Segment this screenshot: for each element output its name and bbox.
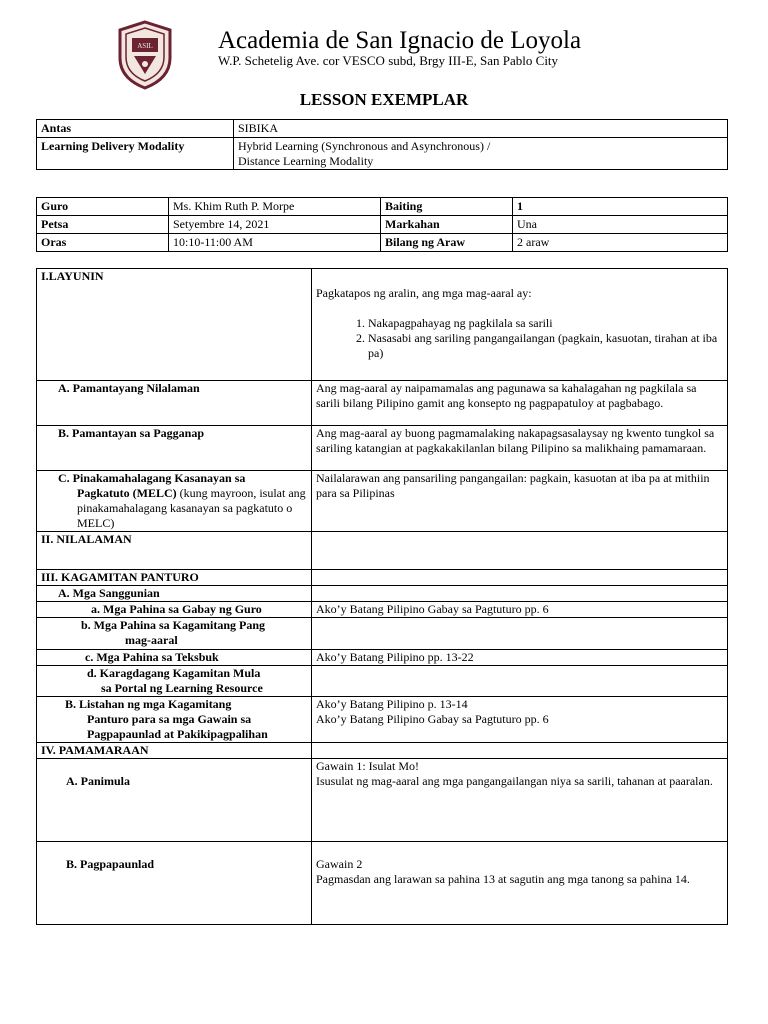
teksbuk-value: Ako’y Batang Pilipino pp. 13-22 [312,650,728,666]
nilalaman-label: II. NILALAMAN [37,532,312,570]
pagpapaunlad-value: Pagmasdan ang larawan sa pahina 13 at sagutin ang mga tanong sa pahina 14. [316,872,690,886]
sanggunian-label: A. Mga Sanggunian [37,586,312,602]
teksbuk-label: c. Mga Pahina sa Teksbuk [37,650,312,666]
kagamitang-pang-mag-aaral-label [37,618,312,650]
modality-line-2: Distance Learning Modality [238,154,374,168]
kagamitang-label-line-1: b. Mga Pahina sa Kagamitang Pang [81,618,266,632]
pamantayan-pagganap-label: B. Pamantayan sa Pagganap [37,426,312,471]
melc-label-line-2: Pagkatuto (MELC) [77,486,177,500]
layunin-list [316,316,723,361]
listahan-value-line-2: Ako’y Batang Pilipino Gabay sa Pagtuturo pp. 6 [316,712,549,726]
pamantayang-nilalaman-label: A. Pamantayang Nilalaman [37,381,312,426]
gabay-value: Ako’y Batang Pilipino Gabay sa Pagtuturo pp. 6 [312,602,728,618]
melc-label [37,471,312,532]
lesson-plan-table [36,268,728,925]
melc-label-line-1: C. Pinakamahalagang Kasanayan sa [58,471,246,485]
layunin-content [312,269,728,381]
guro-label: Guro [37,198,169,216]
panimula-title: Gawain 1: Isulat Mo! [316,759,419,773]
baiting-value: 1 [513,198,728,216]
modality-line-1: Hybrid Learning (Synchronous and Asynchronous) / [238,139,491,153]
sanggunian-value [312,586,728,602]
pagpapaunlad-content [312,842,728,925]
pagpapaunlad-label: B. Pagpapaunlad [37,842,312,925]
pamamaraan-label: IV. PAMAMARAAN [37,743,312,759]
seal-lettering: ASIL [137,42,153,50]
pagpapaunlad-title: Gawain 2 [316,857,363,871]
layunin-intro: Pagkatapos ng aralin, ang mga mag-aaral ay: [316,286,532,300]
school-seal-icon [114,20,176,90]
kagamitan-value [312,570,728,586]
panimula-content [312,759,728,842]
layunin-label: I.LAYUNIN [37,269,312,381]
karagdagang-value [312,666,728,697]
pamantayang-nilalaman-value: Ang mag-aaral ay naipamamalas ang pagunawa sa kahalagahan ng pagkilala sa sarili bilang Pilipino gamit ang konsepto ng pagpapatuloy at pagbabago. [312,381,728,426]
listahan-value [312,697,728,743]
guro-value: Ms. Khim Ruth P. Morpe [169,198,381,216]
pamamaraan-value [312,743,728,759]
melc-value: Nailalarawan ang pansariling pangangailan: pagkain, kasuotan at iba pa at mithiin para sa Pilipinas [312,471,728,532]
araw-value: 2 araw [513,234,728,252]
melc-label-rest [58,486,307,531]
baiting-label: Baiting [381,198,513,216]
melc-label-note: (kung mayroon, isulat ang pinakamahalagang kasanayan sa pagkatuto o MELC) [77,486,306,530]
listahan-value-line-1: Ako’y Batang Pilipino p. 13-14 [316,697,468,711]
karagdagang-label-line-1: d. Karagdagang Kagamitan Mula [87,666,261,680]
subject-info-table [36,119,728,170]
oras-label: Oras [37,234,169,252]
kagamitan-label: III. KAGAMITAN PANTURO [37,570,312,586]
pamantayan-pagganap-value: Ang mag-aaral ay buong pagmamalaking nakapagsasalaysay ng kwento tungkol sa sariling katangian at pagkakakilanlan bilang Pilipino sa malikhaing pamamaraan. [312,426,728,471]
karagdagang-label-line-2: sa Portal ng Learning Resource [101,681,263,695]
nilalaman-value [312,532,728,570]
school-name: Academia de San Ignacio de Loyola [218,27,582,54]
petsa-value: Setyembre 14, 2021 [169,216,381,234]
oras-value: 10:10-11:00 AM [169,234,381,252]
gabay-label: a. Mga Pahina sa Gabay ng Guro [37,602,312,618]
antas-label: Antas [37,120,234,138]
layunin-item-1: 1. Nakapagpahayag ng pagkilala sa sarili [368,316,723,331]
panimula-value: Isusulat ng mag-aaral ang mga pangangailangan niya sa sarili, tahanan at paaralan. [316,774,713,788]
petsa-label: Petsa [37,216,169,234]
antas-value: SIBIKA [234,120,728,138]
modality-label: Learning Delivery Modality [37,138,234,170]
panimula-label: A. Panimula [37,759,312,842]
teacher-details-table [36,197,728,252]
listahan-label [37,697,312,743]
markahan-value: Una [513,216,728,234]
karagdagang-kagamitan-label [37,666,312,697]
listahan-label-line-1: B. Listahan ng mga Kagamitang [65,697,232,711]
document-title: LESSON EXEMPLAR [299,90,469,109]
modality-value [234,138,728,170]
araw-label: Bilang ng Araw [381,234,513,252]
listahan-label-line-3: Pagpapaunlad at Pakikipagpalihan [87,727,268,741]
layunin-item-2: 2. Nasasabi ang sariling pangangailangan (pagkain, kasuotan, tirahan at iba pa) [368,331,723,361]
listahan-label-line-2: Panturo para sa mga Gawain sa [87,712,252,726]
kagamitang-value [312,618,728,650]
school-address: W.P. Schetelig Ave. cor VESCO subd, Brgy III-E, San Pablo City [218,53,559,68]
kagamitang-label-line-2: mag-aaral [125,633,178,647]
markahan-label: Markahan [381,216,513,234]
